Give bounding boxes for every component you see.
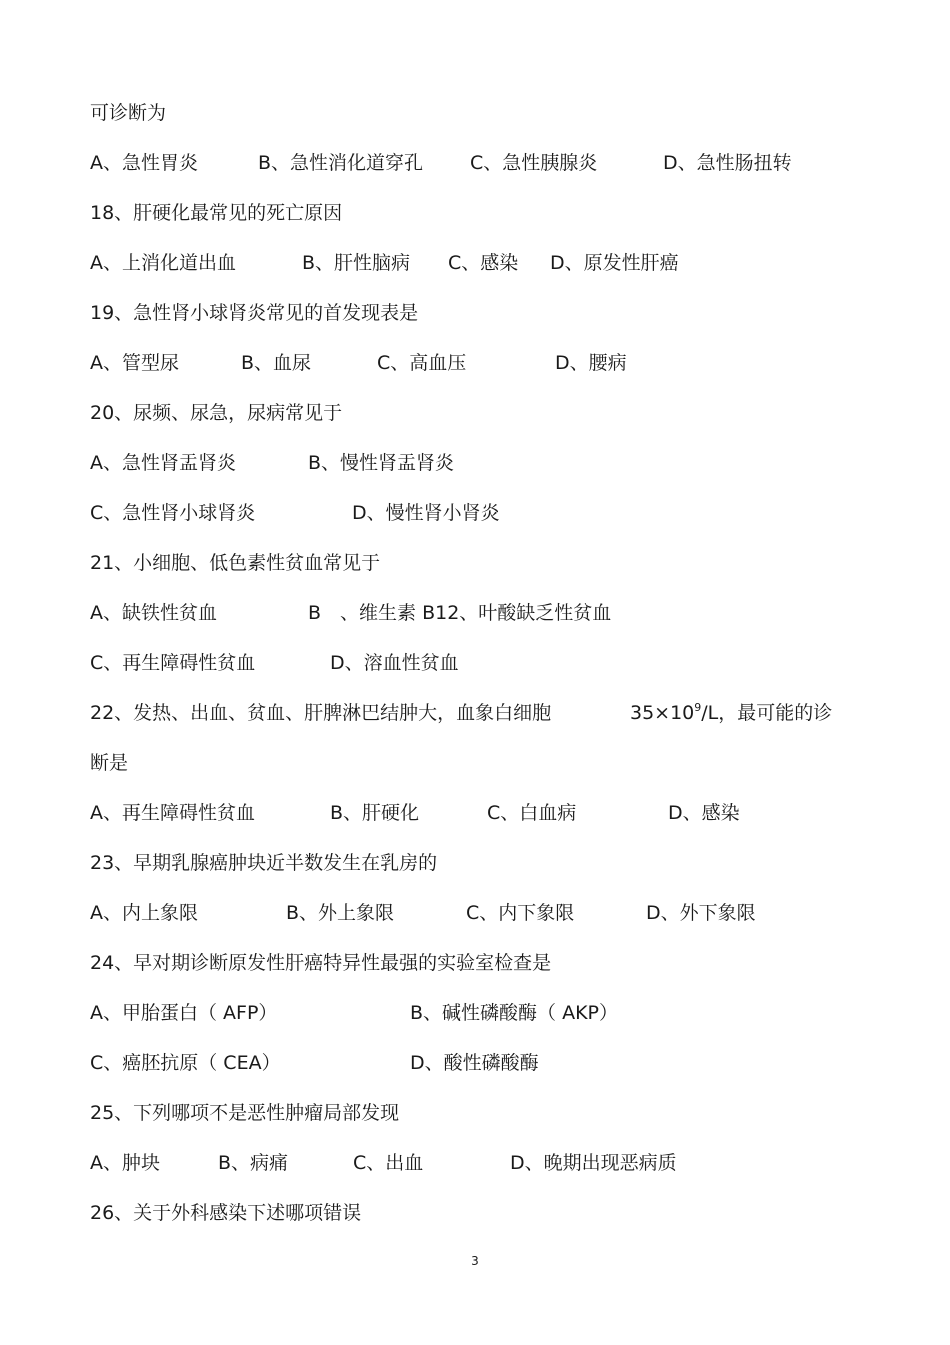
line-2 (90, 198, 342, 228)
option: D、溶血性贫血 (330, 652, 459, 674)
option: A、缺铁性贫血 (90, 602, 217, 624)
line-text: 20、尿频、尿急，尿病常见于 (90, 402, 343, 424)
question-text-tail: /L，最可能的诊 (701, 702, 833, 724)
option: D、慢性肾小肾炎 (352, 502, 500, 524)
line-20 (90, 1098, 399, 1128)
option: D、酸性磷酸酶 (410, 1052, 539, 1074)
option: C、急性胰腺炎 (470, 152, 598, 174)
line-6 (90, 398, 342, 428)
option: D、原发性肝癌 (550, 252, 679, 274)
line-15 (90, 848, 437, 878)
line-text: 25、下列哪项不是恶性肿瘤局部发现 (90, 1102, 400, 1124)
option: C、出血 (353, 1152, 424, 1174)
white-cell-count (630, 698, 832, 728)
option: B、碱性磷酸酶（ AKP） (410, 1002, 618, 1024)
option: B 、维生素 B12、叶酸缺乏性贫血 (308, 602, 612, 624)
count-exponent: 9 (694, 701, 702, 714)
line-text: 可诊断为 (90, 102, 167, 124)
option: B、肝性脑病 (302, 252, 411, 274)
option: D、感染 (668, 802, 740, 824)
page-number: 3 (471, 1254, 479, 1268)
option: A、急性肾盂肾炎 (90, 452, 236, 474)
line-text: 23、早期乳腺癌肿块近半数发生在乳房的 (90, 852, 438, 874)
option: A、再生障碍性贫血 (90, 802, 255, 824)
option: C、高血压 (377, 352, 467, 374)
option: C、白血病 (487, 802, 577, 824)
line-text: 24、早对期诊断原发性肝癌特异性最强的实验室检查是 (90, 952, 552, 974)
option: C、急性肾小球肾炎 (90, 502, 256, 524)
option: D、腰病 (555, 352, 627, 374)
option: A、上消化道出血 (90, 252, 236, 274)
option: D、外下象限 (646, 902, 756, 924)
line-9 (90, 548, 380, 578)
line-0 (90, 98, 166, 128)
option: B、病痛 (218, 1152, 289, 1174)
line-text: 26、关于外科感染下述哪项错误 (90, 1202, 362, 1224)
line-17 (90, 948, 551, 978)
option: C、内下象限 (466, 902, 575, 924)
option: B、慢性肾盂肾炎 (308, 452, 455, 474)
question-text: 22、发热、出血、贫血、肝脾淋巴结肿大，血象白细胞 (90, 702, 552, 724)
line-text: 18、肝硬化最常见的死亡原因 (90, 202, 343, 224)
option: A、肿块 (90, 1152, 160, 1174)
option: B、肝硬化 (330, 802, 420, 824)
line-22 (90, 1198, 361, 1228)
line-13 (90, 748, 128, 778)
option: B、外上象限 (286, 902, 395, 924)
count-value: 35×10 (630, 702, 695, 724)
option: A、内上象限 (90, 902, 198, 924)
option: C、感染 (448, 252, 519, 274)
option: D、急性肠扭转 (663, 152, 792, 174)
line-text: 断是 (90, 752, 129, 774)
option: A、急性胃炎 (90, 152, 198, 174)
option: C、癌胚抗原（ CEA） (90, 1052, 281, 1074)
line-4 (90, 298, 418, 328)
option: D、晚期出现恶病质 (510, 1152, 677, 1174)
option: C、再生障碍性贫血 (90, 652, 256, 674)
line-text: 19、急性肾小球肾炎常见的首发现表是 (90, 302, 419, 324)
option: A、甲胎蛋白（ AFP） (90, 1002, 278, 1024)
line-text: 21、小细胞、低色素性贫血常见于 (90, 552, 381, 574)
option: B、血尿 (241, 352, 312, 374)
option: B、急性消化道穿孔 (258, 152, 424, 174)
option: A、管型尿 (90, 352, 179, 374)
